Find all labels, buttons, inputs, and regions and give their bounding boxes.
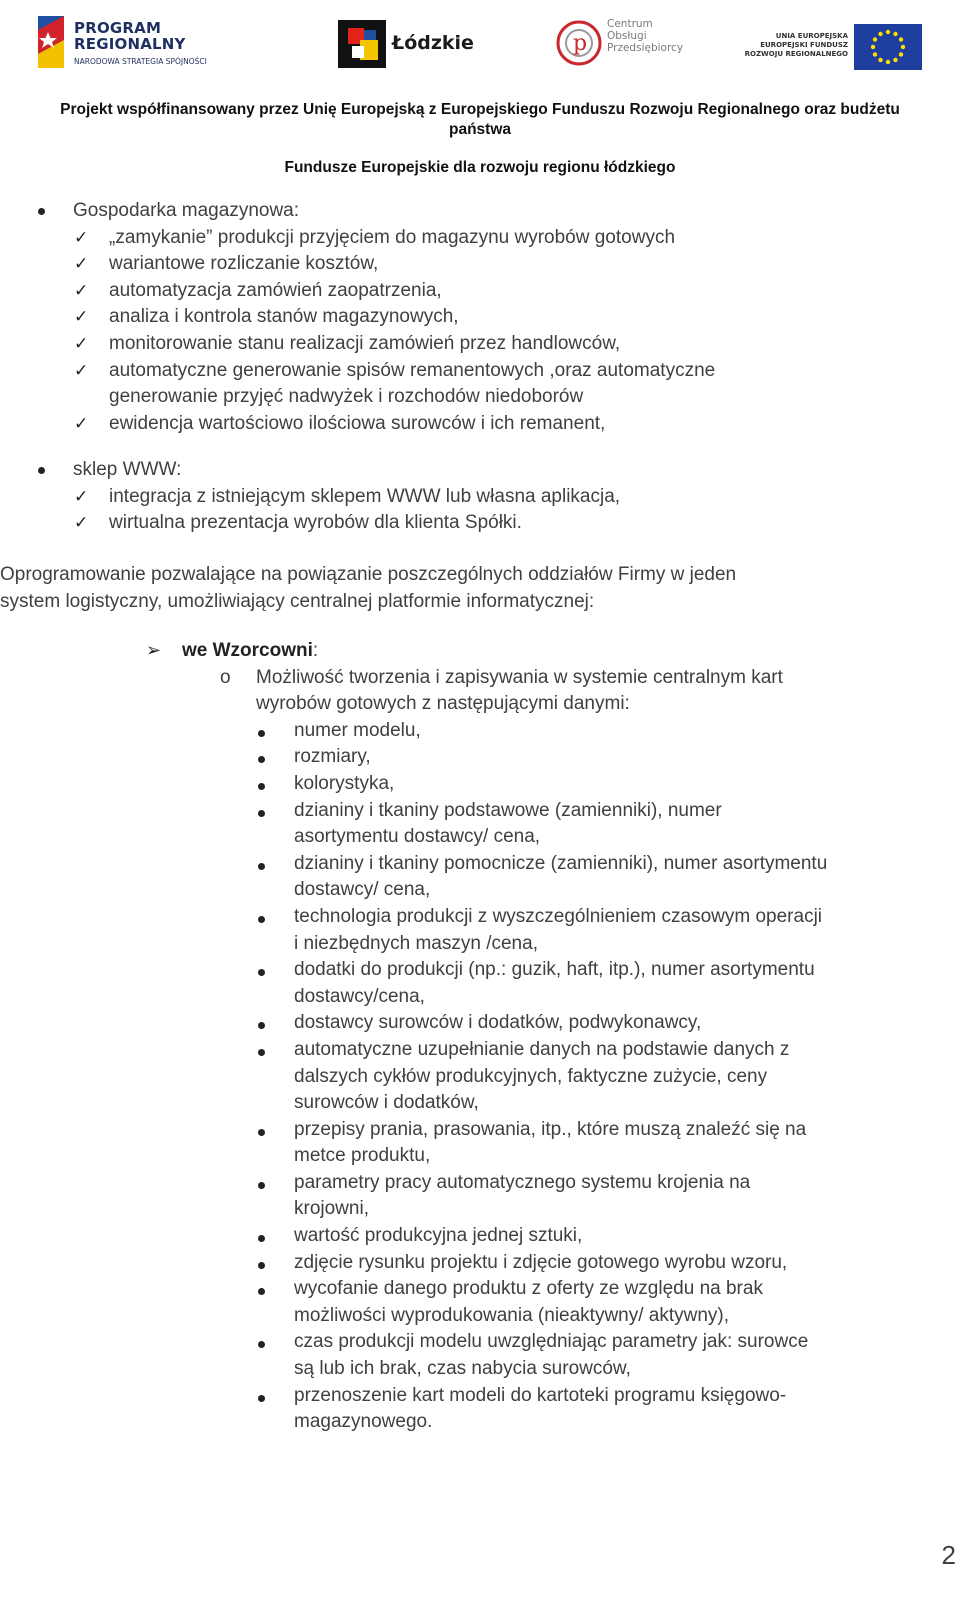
- logo-title-line1: PROGRAM: [74, 19, 162, 37]
- eu-line1: UNIA EUROPEJSKA: [775, 32, 848, 40]
- list-item: [0, 1223, 960, 1250]
- bullet-icon: [258, 1262, 265, 1269]
- list-item-text: parametry pracy automatycznego systemu krojenia na: [294, 1171, 751, 1193]
- section-title: sklep WWW:: [73, 459, 182, 480]
- checkmark-icon: ✓: [74, 360, 89, 381]
- list-item-text: metce produktu,: [294, 1145, 431, 1167]
- sub-line1: Możliwość tworzenia i zapisywania w systemie centralnym kart: [256, 666, 783, 688]
- section-gospodarka: [0, 198, 960, 437]
- checkmark-icon: ✓: [74, 513, 89, 534]
- list-item: [0, 225, 960, 252]
- list-item-continuation: [0, 931, 960, 958]
- slogan: Fundusze Europejskie dla rozwoju regionu łódzkiego: [284, 159, 676, 176]
- logo-title-line2: REGIONALNY: [74, 35, 186, 53]
- checkmark-icon: ✓: [74, 486, 89, 507]
- lodzkie-emblem-icon: [338, 20, 386, 68]
- circle-bullet-icon: o: [220, 666, 231, 688]
- list-item-text: surowców i dodatków,: [294, 1092, 479, 1114]
- list-item-text: integracja z istniejącym sklepem WWW lub własna aplikacja,: [109, 485, 621, 507]
- centrum-line2: Obsługi: [607, 30, 647, 42]
- logo-strip: [0, 8, 960, 76]
- list-item-text: dostawcy surowców i dodatków, podwykonawcy,: [294, 1012, 702, 1034]
- section-title-row: [0, 198, 960, 225]
- list-item: [0, 1329, 960, 1356]
- eu-logo: [744, 18, 924, 72]
- list-item-text: dodatki do produkcji (np.: guzik, haft, itp.), numer asortymentu: [294, 959, 815, 981]
- sub-line2: wyrobów gotowych z następującymi danymi:: [256, 693, 630, 715]
- list-item-continuation: [0, 1196, 960, 1223]
- list-item: [0, 510, 960, 537]
- list-item: [0, 1170, 960, 1197]
- list-item-continuation: [0, 1064, 960, 1091]
- list-item-text: i niezbędnych maszyn /cena,: [294, 932, 538, 954]
- checkmark-icon: ✓: [74, 333, 89, 354]
- paragraph-line: [0, 562, 960, 589]
- star-flag-icon: [32, 10, 72, 74]
- list-item-text: zdjęcie rysunku projektu i zdjęcie gotowego wyrobu wzoru,: [294, 1251, 788, 1273]
- list-item-text: możliwości wyprodukowania (nieaktywny/ aktywny),: [294, 1304, 730, 1326]
- bullet-icon: [258, 1129, 265, 1136]
- list-item: [0, 304, 960, 331]
- list-item-text: przenoszenie kart modeli do kartoteki programu księgowo-: [294, 1384, 787, 1406]
- list-item-text: monitorowanie stanu realizacji zamówień przez handlowców,: [109, 332, 621, 354]
- centrum-obslugi-logo: [555, 16, 684, 74]
- list-item-continuation: [0, 1303, 960, 1330]
- paragraph-line1: Oprogramowanie pozwalające na powiązanie poszczególnych oddziałów Firmy w jeden: [0, 564, 737, 585]
- page-number: 2: [941, 1540, 956, 1570]
- list-item: [0, 1117, 960, 1144]
- list-item-text: technologia produkcji z wyszczególnieniem czasowym operacji: [294, 905, 823, 927]
- bullet-icon: [258, 1182, 265, 1189]
- wzorcownia-label: we Wzorcowni: [182, 640, 313, 661]
- eu-line3: ROZWOJU REGIONALNEGO: [744, 50, 848, 58]
- list-item: [0, 278, 960, 305]
- list-item-text: automatyzacja zamówień zaopatrzenia,: [109, 279, 442, 301]
- list-item-text: wariantowe rozliczanie kosztów,: [109, 253, 379, 275]
- list-item-text: analiza i kontrola stanów magazynowych,: [109, 306, 459, 328]
- checkmark-icon: ✓: [74, 254, 89, 275]
- section-title-row: [0, 457, 960, 484]
- list-item-text: automatyczne generowanie spisów remanentowych ,oraz automatyczne: [109, 359, 716, 381]
- list-item-text: dalszych cykłów produkcyjnych, faktyczne zużycie, ceny: [294, 1065, 768, 1087]
- lodzkie-logo: [338, 18, 474, 70]
- svg-text:p: p: [573, 31, 588, 56]
- intro-paragraph: [0, 562, 960, 615]
- list-item-text: asortymentu dostawcy/ cena,: [294, 826, 541, 848]
- paragraph-line: [0, 589, 960, 616]
- eu-line2: EUROPEJSKI FUNDUSZ: [760, 41, 848, 49]
- list-item: [0, 331, 960, 358]
- list-item-text: kolorystyka,: [294, 772, 395, 794]
- program-regionalny-logo: [32, 10, 222, 74]
- bullet-icon: [258, 810, 265, 817]
- bullet-icon: [258, 1235, 265, 1242]
- bullet-icon: [258, 1288, 265, 1295]
- list-item-text: są lub ich brak, czas nabycia surowców,: [294, 1358, 631, 1380]
- list-item-text: „zamykanie” produkcji przyjęciem do magazynu wyrobów gotowych: [109, 226, 676, 248]
- list-item-continuation: [0, 1143, 960, 1170]
- list-item-text: rozmiary,: [294, 746, 371, 768]
- list-item-text: dzianiny i tkaniny podstawowe (zamienniki), numer: [294, 799, 722, 821]
- list-item-text: dostawcy/cena,: [294, 985, 425, 1007]
- list-item-text: dostawcy/ cena,: [294, 879, 431, 901]
- list-item-continuation: [0, 1409, 960, 1436]
- centrum-emblem-icon: [555, 16, 603, 70]
- wzorcownia-sub-row: [0, 691, 960, 718]
- list-item: [0, 484, 960, 511]
- list-item-continuation: [0, 1090, 960, 1117]
- list-item: [0, 1010, 960, 1037]
- list-item: [0, 358, 960, 385]
- list-item: [0, 718, 960, 745]
- list-item: [0, 1037, 960, 1064]
- list-item-text: magazynowego.: [294, 1411, 433, 1433]
- bullet-icon: [258, 1395, 265, 1402]
- bullet-icon: [38, 467, 45, 474]
- bullet-icon: [258, 1049, 265, 1056]
- list-item-text: dzianiny i tkaniny pomocnicze (zamienniki), numer asortymentu: [294, 852, 828, 874]
- list-item: [0, 1250, 960, 1277]
- bullet-icon: [258, 1022, 265, 1029]
- list-item: [0, 251, 960, 278]
- list-item-text: wirtualna prezentacja wyrobów dla klienta Spółki.: [109, 512, 522, 534]
- list-item-continuation: [0, 877, 960, 904]
- list-item-text: automatyczne uzupełnianie danych na podstawie danych z: [294, 1038, 790, 1060]
- paragraph-line2: system logistyczny, umożliwiający centralnej platformie informatycznej:: [0, 590, 595, 612]
- checkmark-icon: ✓: [74, 227, 89, 248]
- list-item: [0, 411, 960, 438]
- bullet-icon: [258, 863, 265, 870]
- list-item: [0, 1383, 960, 1410]
- checkmark-icon: ✓: [74, 280, 89, 301]
- bullet-icon: [258, 756, 265, 763]
- list-item-text: krojowni,: [294, 1198, 369, 1220]
- centrum-line1: Centrum: [607, 18, 653, 30]
- section-title: Gospodarka magazynowa:: [73, 200, 300, 221]
- list-item-text: wycofanie danego produktu z oferty ze względu na brak: [294, 1278, 763, 1300]
- list-item: [0, 744, 960, 771]
- section-sklep: [0, 457, 960, 537]
- bullet-icon: [258, 916, 265, 923]
- bullet-icon: [258, 1341, 265, 1348]
- checkmark-icon: ✓: [74, 307, 89, 328]
- list-item-text: wartość produkcyjna jednej sztuki,: [294, 1225, 583, 1247]
- bullet-icon: [38, 208, 45, 215]
- cofinancing-line1: Projekt współfinansowany przez Unię Europejską z Europejskiego Funduszu Rozwoju Regionalnego oraz budżetu: [60, 101, 900, 118]
- section-wzorcownia: [0, 638, 960, 1436]
- list-item-text: czas produkcji modelu uwzględniając parametry jak: surowce: [294, 1331, 809, 1353]
- centrum-line3: Przedsiębiorcy: [607, 42, 684, 54]
- list-item-text: ewidencja wartościowo ilościowa surowców i ich remanent,: [109, 412, 606, 434]
- wzorcownia-heading-row: [0, 638, 960, 665]
- bullet-icon: [258, 969, 265, 976]
- list-item: [0, 904, 960, 931]
- list-item: [0, 957, 960, 984]
- list-item-text: generowanie przyjęć nadwyżek i rozchodów niedoborów: [109, 386, 584, 408]
- list-item-continuation: [0, 984, 960, 1011]
- lodzkie-logo-text: Łódzkie: [392, 32, 474, 54]
- list-item: [0, 1276, 960, 1303]
- list-item: [0, 851, 960, 878]
- wzorcownia-sub-row: [0, 665, 960, 692]
- list-item-text: numer modelu,: [294, 719, 421, 741]
- list-item: [0, 798, 960, 825]
- list-item-continuation: [0, 384, 960, 411]
- bullet-icon: [258, 783, 265, 790]
- wzorcownia-item-list: [0, 718, 960, 1436]
- list-item-text: przepisy prania, prasowania, itp., które muszą znaleźć się na: [294, 1118, 807, 1140]
- logo-subtitle: NARODOWA STRATEGIA SPÓJNOŚCI: [74, 57, 207, 66]
- eu-flag-icon: [854, 24, 922, 70]
- cofinancing-statement: [0, 100, 960, 140]
- list-item: [0, 771, 960, 798]
- bullet-icon: [258, 730, 265, 737]
- list-item-continuation: [0, 1356, 960, 1383]
- list-item-continuation: [0, 824, 960, 851]
- checkmark-icon: ✓: [74, 413, 89, 434]
- cofinancing-line2: państwa: [448, 121, 511, 138]
- wzorcownia-colon: :: [312, 640, 319, 661]
- arrow-bullet-icon: ➢: [146, 640, 162, 661]
